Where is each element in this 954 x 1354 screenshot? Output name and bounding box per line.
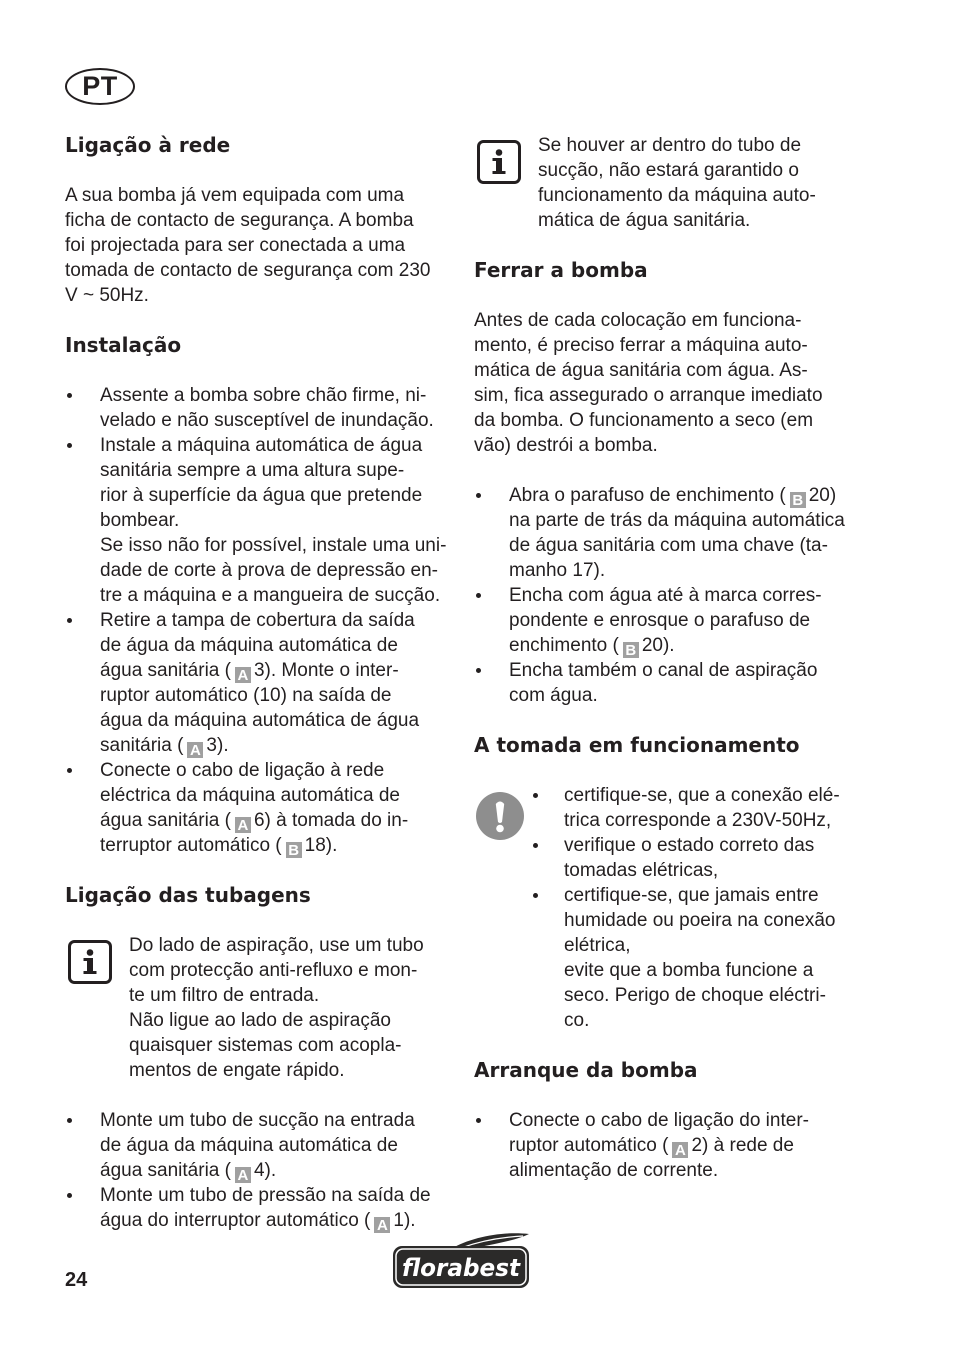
section-heading: Ligação das tubagens: [65, 883, 311, 907]
left-column: [65, 133, 449, 1258]
text-line: [538, 183, 859, 208]
text-line: [129, 1008, 449, 1033]
text-line: [100, 1183, 449, 1208]
text-segment: 20): [808, 485, 837, 506]
section-heading: A tomada em funcionamento: [474, 733, 800, 757]
line-content: [100, 1158, 276, 1183]
warning-icon: [476, 792, 524, 840]
bullet-item: [65, 608, 449, 758]
line-content: Conecte o cabo de ligação do inter-: [509, 1110, 809, 1131]
text-line: [100, 683, 449, 708]
text-segment: ruptor automático (: [509, 1135, 669, 1156]
text-line: [100, 383, 449, 408]
text-line: [100, 833, 449, 858]
text-line: [564, 833, 859, 858]
bullet-item: [474, 658, 859, 708]
line-content: dade de corte à prova de depressão en-: [100, 560, 439, 581]
text-line: [100, 708, 449, 733]
line-content: A sua bomba já vem equipada com uma: [65, 185, 405, 206]
language-badge: PT: [65, 68, 135, 105]
text-segment: enchimento (: [509, 635, 619, 656]
line-content: mento, é preciso ferrar a máquina auto-: [474, 335, 808, 356]
bullet-dot: [533, 843, 538, 848]
text-line: [100, 733, 449, 758]
text-line: [129, 1033, 449, 1058]
line-content: bombear.: [100, 510, 180, 531]
line-content: trica corresponde a 230V-50Hz,: [564, 810, 832, 831]
text-line: [538, 158, 859, 183]
text-line: [129, 933, 449, 958]
section-heading: Ferrar a bomba: [474, 258, 648, 282]
line-content: te um filtro de entrada.: [129, 985, 320, 1006]
line-content: funcionamento da máquina auto-: [538, 185, 816, 206]
line-content: Se houver ar dentro do tubo de: [538, 135, 802, 156]
text-line: [100, 458, 449, 483]
bullet-item: [532, 833, 859, 883]
text-line: [100, 608, 449, 633]
bullet-item: [65, 383, 449, 433]
bullet-item: [65, 758, 449, 858]
line-content: de água da máquina automática de: [100, 1135, 398, 1156]
line-content: vão) destrói a bomba.: [474, 435, 658, 456]
text-line: [100, 633, 449, 658]
text-line: [100, 808, 449, 833]
text-line: [564, 958, 859, 983]
line-content: Retire a tampa de cobertura da saída: [100, 610, 415, 631]
figure-reference-badge: B: [790, 492, 806, 508]
bullet-item: [65, 1183, 449, 1233]
line-content: Do lado de aspiração, use um tubo: [129, 935, 424, 956]
line-content: de água sanitária com uma chave (ta-: [509, 535, 828, 556]
text-line: [564, 908, 859, 933]
text-line: [100, 783, 449, 808]
text-line: [474, 333, 859, 358]
line-content: tomadas elétricas,: [564, 860, 719, 881]
text-segment: 1).: [393, 1210, 416, 1231]
text-segment: 3).: [206, 735, 229, 756]
text-segment: água do interruptor automático (: [100, 1210, 371, 1231]
text-line: [509, 633, 859, 658]
text-line: [474, 358, 859, 383]
figure-reference-badge: A: [235, 667, 251, 683]
text-line: [538, 133, 859, 158]
bullet-dot: [476, 668, 481, 673]
line-content: [100, 733, 229, 758]
bullet-item: [65, 433, 449, 608]
text-line: [509, 533, 859, 558]
line-content: co.: [564, 1010, 590, 1031]
text-line: [100, 558, 449, 583]
warning-note: [474, 783, 859, 1033]
bullet-dot: [67, 618, 72, 623]
line-content: Assente a bomba sobre chão firme, ni-: [100, 385, 427, 406]
text-line: [474, 383, 859, 408]
text-segment: água sanitária (: [100, 660, 231, 681]
line-content: alimentação de corrente.: [509, 1160, 719, 1181]
line-content: na parte de trás da máquina automática: [509, 510, 845, 531]
info-note: [474, 133, 859, 233]
paragraph: [65, 183, 449, 308]
text-line: [509, 683, 859, 708]
info-icon: [68, 940, 112, 984]
line-content: [509, 1133, 794, 1158]
bullet-item: [532, 783, 859, 833]
line-content: Encha com água até à marca corres-: [509, 585, 822, 606]
line-content: certifique-se, que a conexão elé-: [564, 785, 840, 806]
text-line: [564, 858, 859, 883]
text-line: [509, 558, 859, 583]
info-note-text: [129, 933, 449, 1083]
bullet-dot: [67, 393, 72, 398]
line-content: tomada de contacto de segurança com 230: [65, 260, 431, 281]
text-line: [100, 1108, 449, 1133]
bullet-dot: [476, 593, 481, 598]
text-line: [100, 433, 449, 458]
text-line: [564, 883, 859, 908]
line-content: manho 17).: [509, 560, 606, 581]
text-line: [509, 1108, 859, 1133]
line-content: seco. Perigo de choque eléctri-: [564, 985, 826, 1006]
text-line: [100, 533, 449, 558]
line-content: Instale a máquina automática de água: [100, 435, 423, 456]
text-line: [564, 983, 859, 1008]
text-line: [100, 758, 449, 783]
text-line: [509, 658, 859, 683]
text-line: [65, 283, 449, 308]
line-content: V ~ 50Hz.: [65, 285, 149, 306]
text-line: [129, 1058, 449, 1083]
text-segment: 3). Monte o inter-: [253, 660, 399, 681]
line-content: velado e não susceptível de inundação.: [100, 410, 434, 431]
line-content: com protecção anti-refluxo e mon-: [129, 960, 418, 981]
text-line: [509, 583, 859, 608]
text-line: [100, 1158, 449, 1183]
bullet-list: [474, 483, 859, 708]
bullet-dot: [67, 1193, 72, 1198]
bullet-dot: [67, 443, 72, 448]
line-content: da bomba. O funcionamento a seco (em: [474, 410, 814, 431]
text-line: [564, 1008, 859, 1033]
line-content: elétrica,: [564, 935, 631, 956]
text-line: [564, 808, 859, 833]
section-heading: Ligação à rede: [65, 133, 231, 157]
line-content: evite que a bomba funcione a: [564, 960, 814, 981]
bullet-list: [65, 1108, 449, 1233]
line-content: foi projectada para ser conectada a uma: [65, 235, 406, 256]
figure-reference-badge: A: [235, 1167, 251, 1183]
bullet-list: [474, 1108, 859, 1183]
figure-reference-badge: B: [286, 842, 302, 858]
info-icon: [477, 140, 521, 184]
text-line: [65, 258, 449, 283]
line-content: Antes de cada colocação em funciona-: [474, 310, 802, 331]
text-segment: água sanitária (: [100, 1160, 231, 1181]
logo-wordmark: florabest: [402, 1254, 522, 1282]
text-line: [65, 183, 449, 208]
section-heading: Arranque da bomba: [474, 1058, 698, 1082]
line-content: humidade ou poeira na conexão: [564, 910, 836, 931]
bullet-item: [532, 883, 859, 1033]
text-line: [129, 958, 449, 983]
line-content: Monte um tubo de sucção na entrada: [100, 1110, 415, 1131]
line-content: sanitária sempre a uma altura supe-: [100, 460, 405, 481]
line-content: Conecte o cabo de ligação à rede: [100, 760, 385, 781]
line-content: [100, 1208, 416, 1233]
text-line: [100, 583, 449, 608]
text-line: [100, 1133, 449, 1158]
bullet-dot: [67, 768, 72, 773]
text-line: [65, 208, 449, 233]
text-line: [474, 408, 859, 433]
line-content: [509, 483, 836, 508]
line-content: ficha de contacto de segurança. A bomba: [65, 210, 414, 231]
text-segment: 2) à rede de: [691, 1135, 794, 1156]
line-content: ruptor automático (10) na saída de: [100, 685, 392, 706]
bullet-dot: [533, 893, 538, 898]
line-content: Se isso não for possível, instale uma uni-: [100, 535, 447, 556]
line-content: mentos de engate rápido.: [129, 1060, 345, 1081]
text-line: [100, 508, 449, 533]
line-content: [509, 633, 675, 658]
line-content: [100, 833, 337, 858]
figure-reference-badge: A: [187, 742, 203, 758]
line-content: Não ligue ao lado de aspiração: [129, 1010, 391, 1031]
info-note-text: [538, 133, 859, 233]
right-column: [474, 133, 859, 1208]
bullet-list: [65, 383, 449, 858]
text-line: [509, 508, 859, 533]
florabest-logo: [391, 1232, 533, 1290]
text-line: [100, 658, 449, 683]
text-line: [564, 783, 859, 808]
figure-reference-badge: A: [672, 1142, 688, 1158]
bullet-dot: [476, 493, 481, 498]
line-content: pondente e enrosque o parafuso de: [509, 610, 811, 631]
line-content: rior à superfície da água que pretende: [100, 485, 423, 506]
text-line: [509, 483, 859, 508]
text-line: [100, 408, 449, 433]
text-line: [564, 933, 859, 958]
text-segment: 20).: [641, 635, 675, 656]
line-content: Encha também o canal de aspiração: [509, 660, 818, 681]
text-segment: terruptor automático (: [100, 835, 282, 856]
bullet-item: [474, 1108, 859, 1183]
line-content: água da máquina automática de água: [100, 710, 420, 731]
text-line: [509, 1133, 859, 1158]
line-content: sucção, não estará garantido o: [538, 160, 799, 181]
bullet-dot: [67, 1118, 72, 1123]
text-line: [65, 233, 449, 258]
line-content: eléctrica da máquina automática de: [100, 785, 400, 806]
line-content: sim, fica assegurado o arranque imediato: [474, 385, 823, 406]
text-line: [100, 1208, 449, 1233]
text-segment: 4).: [253, 1160, 277, 1181]
line-content: quaisquer sistemas com acopla-: [129, 1035, 402, 1056]
line-content: Monte um tubo de pressão na saída de: [100, 1185, 431, 1206]
line-content: tre a máquina e a mangueira de sucção.: [100, 585, 441, 606]
line-content: mática de água sanitária.: [538, 210, 751, 231]
text-line: [474, 308, 859, 333]
bullet-item: [474, 483, 859, 583]
figure-reference-badge: A: [374, 1217, 390, 1233]
figure-reference-badge: A: [235, 817, 251, 833]
section-heading: Instalação: [65, 333, 182, 357]
page-number: 24: [65, 1269, 88, 1291]
text-segment: sanitária (: [100, 735, 184, 756]
line-content: mática de água sanitária com água. As-: [474, 360, 808, 381]
paragraph: [474, 308, 859, 458]
bullet-dot: [533, 793, 538, 798]
line-content: certifique-se, que jamais entre: [564, 885, 819, 906]
text-line: [474, 433, 859, 458]
text-line: [509, 608, 859, 633]
text-segment: Abra o parafuso de enchimento (: [509, 485, 786, 506]
text-segment: água sanitária (: [100, 810, 231, 831]
text-line: [100, 483, 449, 508]
figure-reference-badge: B: [623, 642, 639, 658]
info-note: [65, 933, 449, 1083]
text-line: [129, 983, 449, 1008]
line-content: [100, 808, 408, 833]
line-content: com água.: [509, 685, 598, 706]
bullet-item: [474, 583, 859, 658]
line-content: de água da máquina automática de: [100, 635, 398, 656]
bullet-dot: [476, 1118, 481, 1123]
line-content: [100, 658, 399, 683]
text-line: [509, 1158, 859, 1183]
text-line: [538, 208, 859, 233]
warning-list: [532, 783, 859, 1033]
bullet-item: [65, 1108, 449, 1183]
text-segment: 18).: [304, 835, 338, 856]
text-segment: 6) à tomada do in-: [253, 810, 409, 831]
line-content: verifique o estado correto das: [564, 835, 815, 856]
